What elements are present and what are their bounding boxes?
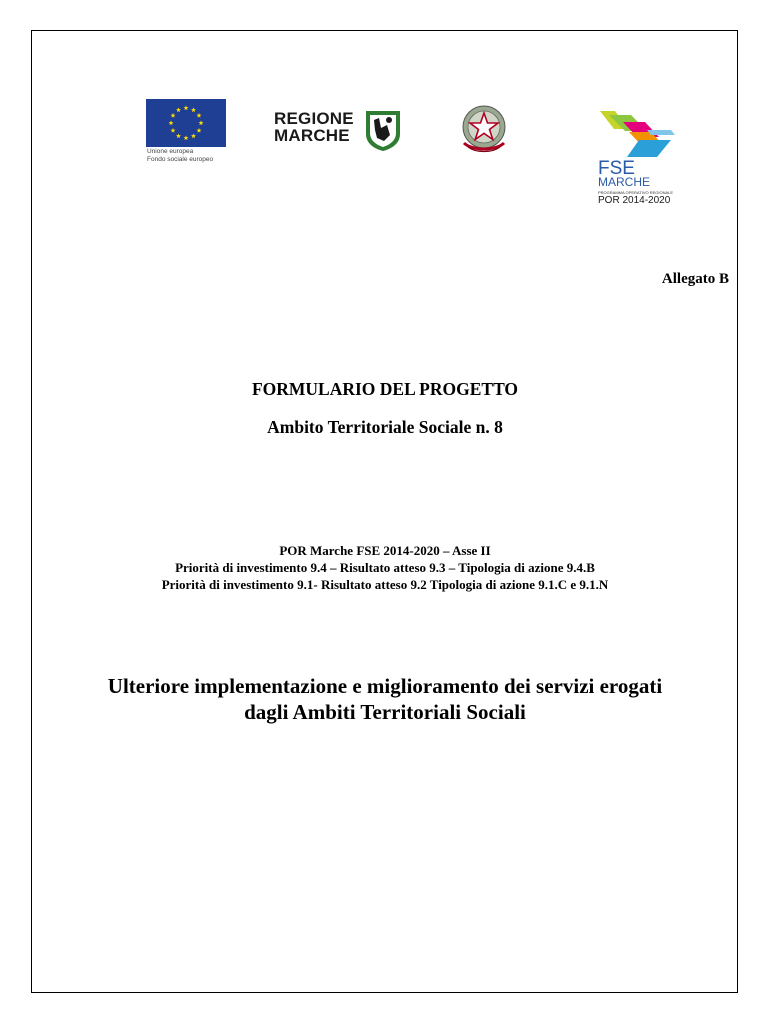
- eu-star-icon: [176, 107, 181, 112]
- eu-caption-line2: Fondo sociale europeo: [147, 156, 214, 163]
- regione-marche-wordmark: [274, 110, 354, 144]
- priority-line-2: Priorità di investimento 9.1- Risultato atteso 9.2 Tipologia di azione 9.1.C e 9.1.N: [161, 577, 609, 592]
- eu-star-icon: [169, 120, 174, 125]
- fse-period: POR 2014-2020: [598, 195, 671, 206]
- eu-star-icon: [184, 105, 189, 110]
- eu-star-icon: [171, 113, 176, 118]
- regione-line2: MARCHE: [274, 126, 350, 145]
- program-block: [0, 542, 770, 593]
- fse-marche-logo: [567, 79, 677, 219]
- repubblica-emblem: [456, 103, 512, 157]
- eu-flag-icon: [146, 99, 226, 147]
- priority-line-1: Priorità di investimento 9.4 – Risultato atteso 9.3 – Tipologia di azione 9.4.B: [175, 560, 595, 575]
- eu-caption-line1: Unione europea: [147, 148, 194, 155]
- eu-star-icon: [197, 113, 202, 118]
- eu-star-icon: [191, 133, 196, 138]
- regione-shield-icon: [363, 108, 403, 152]
- fse-shapes-icon: [567, 79, 677, 165]
- fse-tiny-text: PROGRAMMA OPERATIVO REGIONALE: [598, 190, 674, 195]
- program-line: POR Marche FSE 2014-2020 – Asse II: [279, 543, 491, 558]
- eu-star-icon: [184, 135, 189, 140]
- ambito-title: Ambito Territoriale Sociale n. 8: [267, 417, 503, 437]
- project-title: [0, 673, 770, 725]
- fse-title: FSE: [598, 158, 635, 179]
- attachment-label: Allegato B: [661, 271, 729, 287]
- eu-caption: [147, 148, 257, 164]
- eu-logo: [146, 99, 226, 165]
- project-title-line1: Ulteriore implementazione e miglioramento dei servizi erogati: [107, 674, 663, 698]
- regione-marche-logo: [274, 106, 404, 154]
- eu-star-icon: [171, 128, 176, 133]
- form-title: FORMULARIO DEL PROGETTO: [251, 379, 519, 399]
- eu-star-icon: [199, 120, 204, 125]
- eu-star-icon: [191, 107, 196, 112]
- regione-line1: REGIONE: [274, 109, 354, 128]
- eu-star-icon: [176, 133, 181, 138]
- star-emblem-icon: [456, 103, 512, 157]
- project-title-line2: dagli Ambiti Territoriali Sociali: [244, 700, 526, 724]
- fse-subtitle: MARCHE: [598, 175, 651, 189]
- eu-star-icon: [197, 128, 202, 133]
- eu-stars-icon: [146, 99, 226, 147]
